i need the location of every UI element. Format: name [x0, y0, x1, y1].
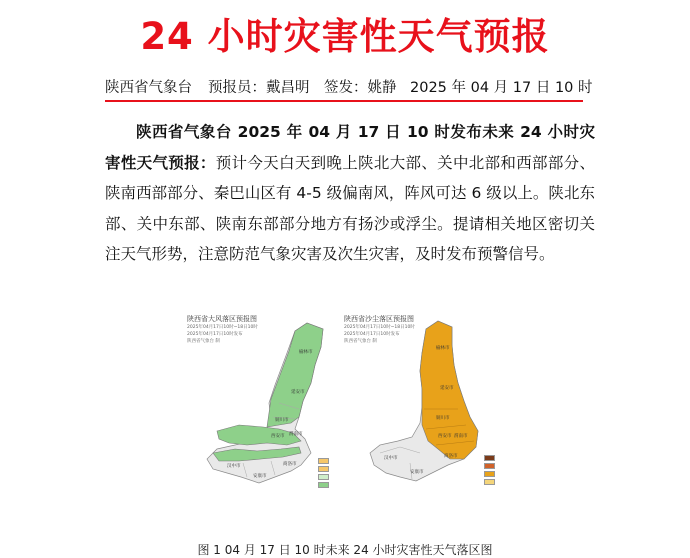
figure-caption: 图 1 04 月 17 日 10 时未来 24 小时灾害性天气落区图 — [197, 543, 493, 557]
agency-name: 陕西省气象台 — [105, 80, 192, 96]
wind-map-legend — [318, 458, 330, 490]
forecast-text: 预计今天白天到晚上陕北大部、关中北部和西部部分、陕南西部部分、秦巴山区有 4-5 级偏南风，阵风可达 6 级以上。陕北东部、关中东部、陕南东部部分地方有扬沙或浮尘。提请相关地区密切关注天气形势，注意防范气象灾害及次生灾害，及时发布预警信号。 — [105, 153, 595, 263]
wind-label-0: 榆林市 — [299, 350, 313, 355]
dust-label-5: 汉中市 — [384, 456, 398, 461]
wind-forecast-map — [183, 313, 348, 495]
legend-swatch-1 — [318, 458, 329, 464]
wind-map-issued: 2025年04月17日10时发布 — [187, 332, 243, 337]
legend-swatch-1 — [484, 455, 495, 461]
dust-map-issued: 2025年04月17日10时发布 — [344, 332, 400, 337]
wind-label-2: 铜川市 — [275, 418, 289, 423]
wind-label-4: 渭南市 — [289, 432, 303, 437]
wind-label-6: 安康市 — [253, 474, 267, 479]
wind-label-5: 汉中市 — [227, 464, 241, 469]
forecast-lead: 陕西省气象台 2025 年 04 月 17 日 10 时发布未来 24 小时灾害性天气预报： — [105, 123, 595, 172]
dust-label-0: 榆林市 — [436, 346, 450, 351]
dust-forecast-map — [340, 313, 505, 495]
wind-label-1: 延安市 — [291, 390, 305, 395]
dust-label-6: 安康市 — [410, 470, 424, 475]
page-title: 24 小时灾害性天气预报 — [140, 15, 550, 58]
dust-map-period: 2025年04月17日10时~18日10时 — [344, 325, 415, 330]
dust-label-3: 西安市 — [438, 434, 452, 439]
dust-map-legend — [484, 455, 496, 487]
issue-info — [105, 76, 593, 98]
wind-map-producer: 陕西省气象台 制 — [187, 339, 220, 344]
legend-swatch-2 — [318, 466, 329, 472]
wind-map-period: 2025年04月17日10时~18日10时 — [187, 325, 258, 330]
issue-datetime: 2025 年 04 月 17 日 10 时 — [410, 80, 593, 96]
dust-label-4: 渭南市 — [454, 434, 468, 439]
signer: 签发：姚静 — [324, 80, 397, 96]
dust-label-7: 商洛市 — [444, 454, 458, 459]
wind-label-3: 西安市 — [271, 434, 285, 439]
legend-swatch-4 — [318, 482, 329, 488]
header-divider — [105, 100, 583, 102]
legend-swatch-2 — [484, 463, 495, 469]
dust-map-producer: 陕西省气象台 制 — [344, 339, 377, 344]
dust-label-1: 延安市 — [440, 386, 454, 391]
dust-label-2: 铜川市 — [436, 416, 450, 421]
wind-map-title: 陕西省大风落区预报图 — [187, 315, 257, 323]
forecaster: 预报员：戴昌明 — [208, 80, 310, 96]
legend-swatch-3 — [318, 474, 329, 480]
dust-map-title: 陕西省沙尘落区预报图 — [344, 315, 414, 323]
legend-swatch-3 — [484, 471, 495, 477]
wind-area-north — [267, 323, 323, 427]
wind-label-7: 商洛市 — [283, 462, 297, 467]
legend-swatch-4 — [484, 479, 495, 485]
forecast-paragraph — [105, 117, 595, 270]
